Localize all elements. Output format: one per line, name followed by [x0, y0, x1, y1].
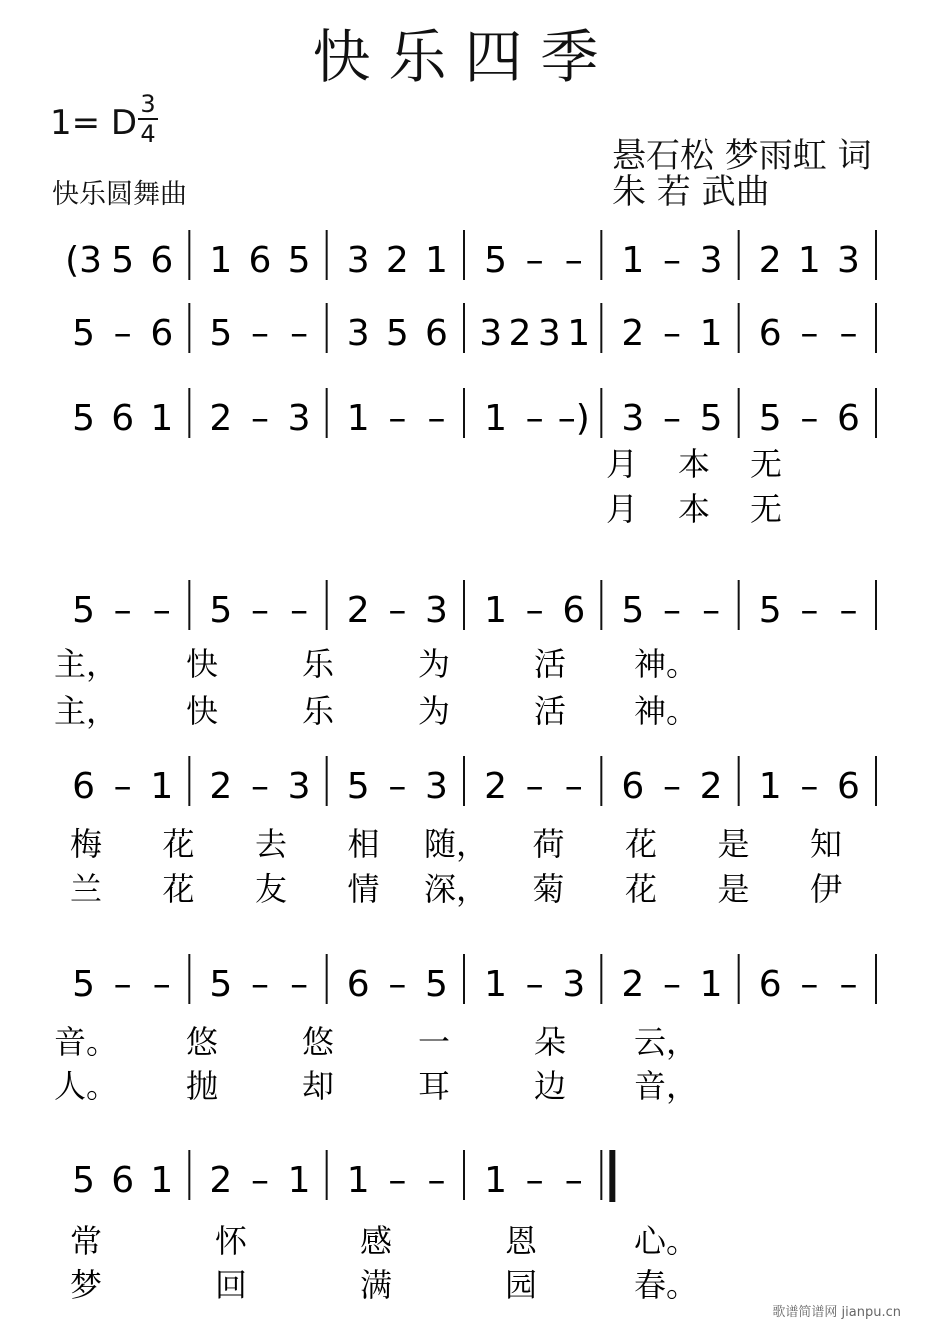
note: – — [800, 590, 819, 631]
lyric-char: 一 — [417, 1023, 451, 1061]
note: – — [564, 766, 583, 807]
note: 1 — [699, 964, 723, 1005]
note: 6 — [150, 313, 174, 354]
note: 2 — [621, 964, 645, 1005]
lyric-char: 是 — [717, 825, 750, 863]
note: 5 — [72, 964, 96, 1005]
lyric-char: 梦 — [69, 1266, 103, 1304]
lyric-char: 音， — [633, 1067, 699, 1105]
note: 2 — [209, 766, 233, 807]
note: – — [564, 1160, 583, 1201]
note: – — [152, 590, 171, 631]
note: 6 — [758, 964, 782, 1005]
note: 6 — [424, 313, 448, 354]
note: 1 — [797, 240, 821, 281]
note: – — [839, 590, 858, 631]
note: – — [564, 240, 583, 281]
note: – — [113, 313, 132, 354]
note: – — [800, 766, 819, 807]
note: –) — [557, 398, 590, 439]
lyric-char: 知 — [809, 825, 843, 863]
score-title: 快乐四季 — [312, 23, 617, 91]
lyric-char: 花 — [624, 870, 658, 908]
note: 2 — [484, 766, 508, 807]
note: 1 — [346, 398, 370, 439]
note: – — [427, 1160, 446, 1201]
lyric-char: 本 — [677, 445, 711, 483]
lyric-char: 抛 — [185, 1067, 219, 1105]
note: – — [290, 313, 309, 354]
note: 2 — [621, 313, 645, 354]
lyric-char: 却 — [301, 1067, 335, 1105]
lyric-char: 快 — [185, 692, 219, 730]
note: 6 — [111, 1160, 135, 1201]
note: – — [663, 240, 681, 281]
note: – — [800, 398, 819, 439]
note: 1 — [209, 240, 233, 281]
note: 1 — [484, 590, 508, 631]
lyric-char: 满 — [359, 1266, 393, 1304]
note: – — [839, 964, 858, 1005]
key-signature: 1= D — [50, 103, 138, 143]
note: – — [388, 398, 407, 439]
note: 6 — [72, 766, 96, 807]
lyric-char: 月 — [605, 490, 639, 528]
note: 6 — [346, 964, 370, 1005]
note: 6 — [836, 398, 860, 439]
lyric-char: 伊 — [809, 870, 843, 908]
note: 5 — [621, 590, 645, 631]
note: – — [525, 1160, 544, 1201]
note: 6 — [248, 240, 272, 281]
note: 1 — [150, 766, 174, 807]
note: 6 — [562, 590, 586, 631]
lyric-char: 花 — [162, 825, 195, 863]
note: 6 — [111, 398, 135, 439]
note: 5 — [72, 1160, 96, 1201]
lyric-char: 本 — [677, 490, 711, 528]
note: – — [251, 964, 269, 1005]
note: 3 — [562, 964, 586, 1005]
note: – — [388, 964, 407, 1005]
note: – — [251, 313, 269, 354]
lyric-char: 花 — [624, 825, 658, 863]
note: 5 — [111, 240, 135, 281]
lyric-char: 悠 — [185, 1023, 219, 1061]
note: 5 — [209, 964, 233, 1005]
note: 3 — [287, 766, 311, 807]
note: 1 — [758, 766, 782, 807]
note: 2 — [385, 240, 409, 281]
note: 1 — [621, 240, 645, 281]
note: 1 — [346, 1160, 370, 1201]
lyric-char: 月 — [605, 445, 639, 483]
note: 1 — [484, 964, 508, 1005]
note: 3 — [479, 313, 503, 354]
note: 5 — [287, 240, 311, 281]
note: 6 — [150, 240, 174, 281]
note: 3 — [287, 398, 311, 439]
lyric-char: 感 — [359, 1222, 393, 1260]
lyric-char: 人。 — [53, 1067, 119, 1105]
lyric-char: 园 — [504, 1266, 538, 1304]
lyric-char: 为 — [417, 645, 451, 683]
note: – — [251, 766, 269, 807]
note: – — [525, 240, 544, 281]
note: 5 — [72, 313, 96, 354]
note: 3 — [346, 240, 370, 281]
watermark: 歌谱简谱网 jianpu.cn — [772, 1305, 901, 1320]
lyric-char: 恩 — [504, 1222, 538, 1260]
time-numerator: 3 — [140, 90, 156, 118]
lyric-char: 朵 — [533, 1023, 567, 1061]
note: – — [388, 590, 407, 631]
lyric-char: 怀 — [214, 1222, 248, 1260]
lyric-char: 乐 — [301, 692, 335, 730]
lyric-char: 边 — [533, 1067, 567, 1105]
lyric-char: 活 — [533, 645, 567, 683]
note: – — [800, 313, 819, 354]
note: 5 — [484, 240, 508, 281]
tempo-style: 快乐圆舞曲 — [52, 179, 187, 210]
lyric-char: 主， — [53, 645, 119, 683]
note: 6 — [758, 313, 782, 354]
note: 5 — [72, 398, 96, 439]
lyric-char: 活 — [533, 692, 567, 730]
note: – — [113, 964, 132, 1005]
lyric-char: 悠 — [301, 1023, 335, 1061]
note: 2 — [758, 240, 782, 281]
note: – — [663, 313, 681, 354]
note: 1 — [150, 1160, 174, 1201]
note: – — [525, 964, 544, 1005]
note: 2 — [508, 313, 532, 354]
lyric-char: 主， — [53, 692, 119, 730]
lyric-char: 心。 — [633, 1222, 699, 1260]
note: – — [113, 766, 132, 807]
note: 5 — [699, 398, 723, 439]
note: 1 — [567, 313, 591, 354]
note: 2 — [209, 1160, 233, 1201]
note: 3 — [346, 313, 370, 354]
note: 2 — [346, 590, 370, 631]
note: 2 — [699, 766, 723, 807]
note: – — [663, 964, 681, 1005]
note: 5 — [758, 590, 782, 631]
note: – — [251, 1160, 269, 1201]
note: – — [525, 766, 544, 807]
note: 3 — [537, 313, 561, 354]
lyric-char: 荷 — [532, 825, 565, 863]
note: 3 — [699, 240, 723, 281]
lyric-char: 快 — [185, 645, 219, 683]
lyric-char: 乐 — [301, 645, 335, 683]
note: – — [113, 590, 132, 631]
note: – — [251, 590, 269, 631]
note: 5 — [209, 590, 233, 631]
note: 1 — [150, 398, 174, 439]
note: – — [663, 590, 681, 631]
lyric-char: 云， — [633, 1023, 699, 1061]
lyric-char: 神。 — [633, 692, 699, 730]
lyric-char: 兰 — [69, 870, 103, 908]
note: – — [663, 398, 681, 439]
lyric-char: 深， — [423, 870, 489, 908]
note: – — [388, 1160, 407, 1201]
note: 3 — [621, 398, 645, 439]
lyric-char: 无 — [749, 445, 783, 483]
note: 3 — [424, 590, 448, 631]
lyric-char: 是 — [717, 870, 750, 908]
note: – — [800, 964, 819, 1005]
note: – — [290, 590, 309, 631]
note: 5 — [72, 590, 96, 631]
note: 3 — [836, 240, 860, 281]
note: 1 — [424, 240, 448, 281]
composer-credit: 朱 若 武曲 — [612, 172, 770, 212]
note: – — [839, 313, 858, 354]
lyric-char: 情 — [347, 870, 380, 908]
note: (3 — [65, 240, 103, 281]
lyric-char: 花 — [162, 870, 195, 908]
lyric-char: 春。 — [633, 1266, 699, 1304]
note: 5 — [385, 313, 409, 354]
lyric-char: 去 — [254, 825, 288, 863]
note: – — [251, 398, 269, 439]
lyric-char: 梅 — [69, 825, 103, 863]
note: 1 — [484, 398, 508, 439]
note: – — [525, 590, 544, 631]
note: 3 — [424, 766, 448, 807]
lyric-char: 友 — [254, 870, 288, 908]
lyric-char: 回 — [214, 1266, 248, 1304]
lyric-char: 菊 — [532, 870, 565, 908]
lyric-char: 无 — [749, 490, 783, 528]
note: 1 — [287, 1160, 311, 1201]
note: 5 — [209, 313, 233, 354]
note: 5 — [424, 964, 448, 1005]
lyric-char: 随， — [423, 825, 489, 863]
note: – — [663, 766, 681, 807]
lyric-char: 相 — [347, 825, 380, 863]
lyricist-credit: 悬石松 梦雨虹 词 — [612, 136, 872, 176]
note: 2 — [209, 398, 233, 439]
lyric-char: 常 — [69, 1222, 103, 1260]
lyric-char: 神。 — [633, 645, 699, 683]
note: – — [290, 964, 309, 1005]
note: 6 — [836, 766, 860, 807]
note: 6 — [621, 766, 645, 807]
note: – — [525, 398, 544, 439]
note: – — [388, 766, 407, 807]
lyric-char: 为 — [417, 692, 451, 730]
lyric-char: 耳 — [417, 1067, 451, 1105]
note: – — [427, 398, 446, 439]
note: – — [702, 590, 721, 631]
time-denominator: 4 — [140, 120, 156, 148]
note: – — [152, 964, 171, 1005]
note: 1 — [484, 1160, 508, 1201]
final-barline — [609, 1150, 615, 1202]
lyric-char: 音。 — [53, 1023, 119, 1061]
note: 5 — [758, 398, 782, 439]
note: 5 — [346, 766, 370, 807]
note: 1 — [699, 313, 723, 354]
